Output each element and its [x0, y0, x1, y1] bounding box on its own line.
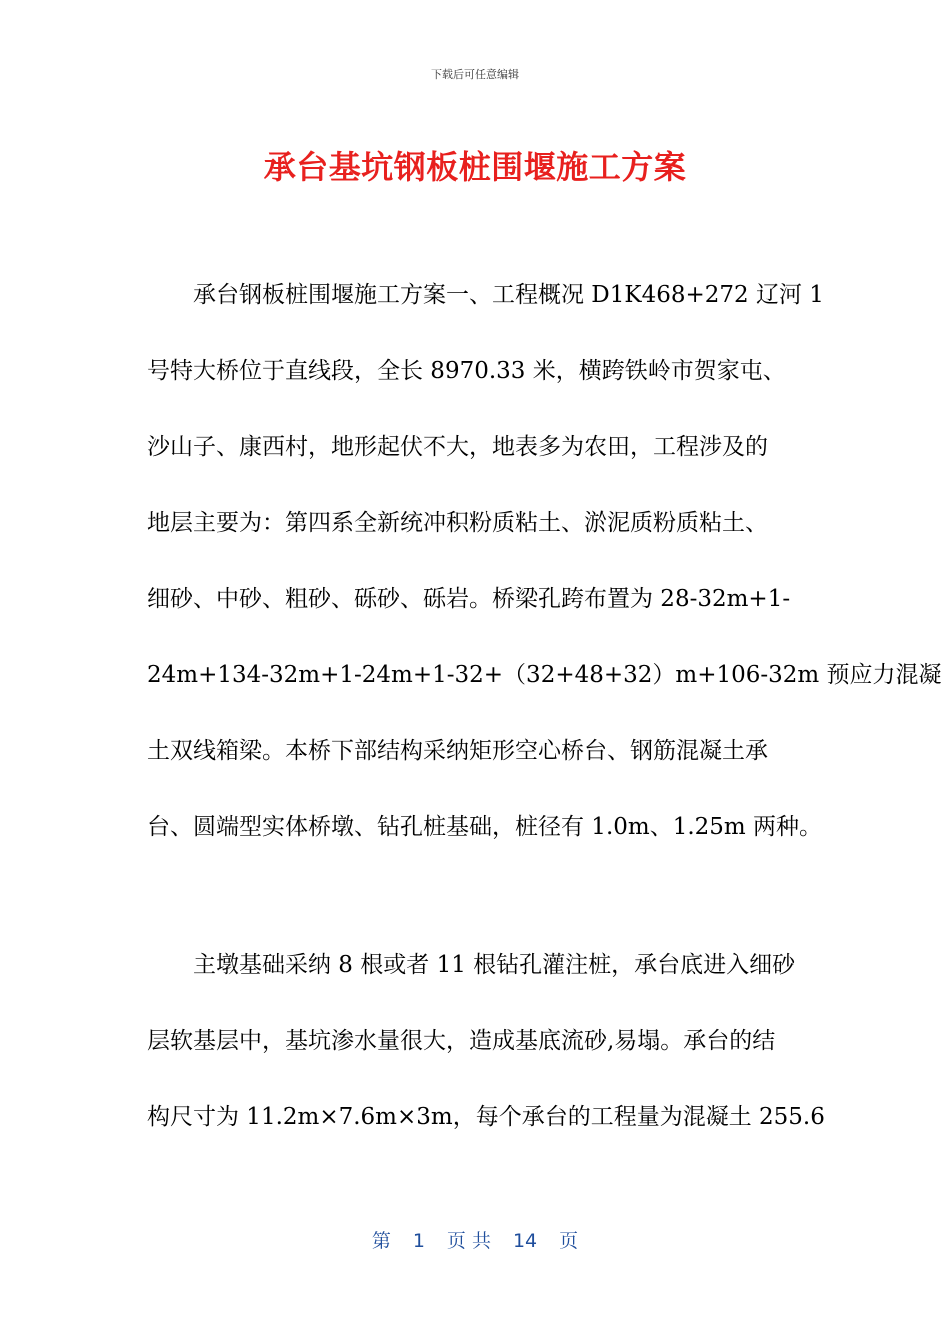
footer-total-pages: 14	[512, 1230, 538, 1252]
paragraph-line: 层软基层中，基坑渗水量很大，造成基底流砂,易塌。承台的结	[147, 1028, 776, 1054]
paragraph-line: 土双线箱梁。本桥下部结构采纳矩形空心桥台、钢筋混凝土承	[147, 738, 768, 764]
paragraph-line: 承台钢板桩围堰施工方案一、工程概况 D1K468+272 辽河 1	[147, 282, 824, 308]
paragraph-2	[147, 950, 825, 1178]
paragraph-line: 沙山子、康西村，地形起伏不大，地表多为农田，工程涉及的	[147, 434, 768, 460]
header-note: 下载后可任意编辑	[431, 68, 519, 81]
page-footer	[0, 1226, 950, 1253]
paragraph-line: 细砂、中砂、粗砂、砾砂、砾岩。桥梁孔跨布置为 28-32m+1-	[147, 586, 791, 612]
document-title: 承台基坑钢板桩围堰施工方案	[263, 148, 687, 186]
footer-suffix: 页	[559, 1230, 579, 1252]
paragraph-line: 24m+134-32m+1-24m+1-32+（32+48+32）m+106-32m 预应力混凝	[147, 662, 942, 688]
paragraph-line: 台、圆端型实体桥墩、钻孔桩基础，桩径有 1.0m、1.25m 两种。	[147, 814, 823, 840]
footer-prefix: 第	[371, 1230, 391, 1252]
paragraph-line: 号特大桥位于直线段，全长 8970.33 米，横跨铁岭市贺家屯、	[147, 358, 786, 384]
footer-current-page: 1	[412, 1230, 425, 1252]
paragraph-line: 构尺寸为 11.2m×7.6m×3m，每个承台的工程量为混凝土 255.6	[147, 1104, 825, 1130]
paragraph-1	[147, 280, 942, 888]
paragraph-line: 地层主要为：第四系全新统冲积粉质粘土、淤泥质粉质粘土、	[147, 510, 768, 536]
footer-middle: 页 共	[446, 1230, 491, 1252]
paragraph-line: 主墩基础采纳 8 根或者 11 根钻孔灌注桩，承台底进入细砂	[147, 952, 796, 978]
